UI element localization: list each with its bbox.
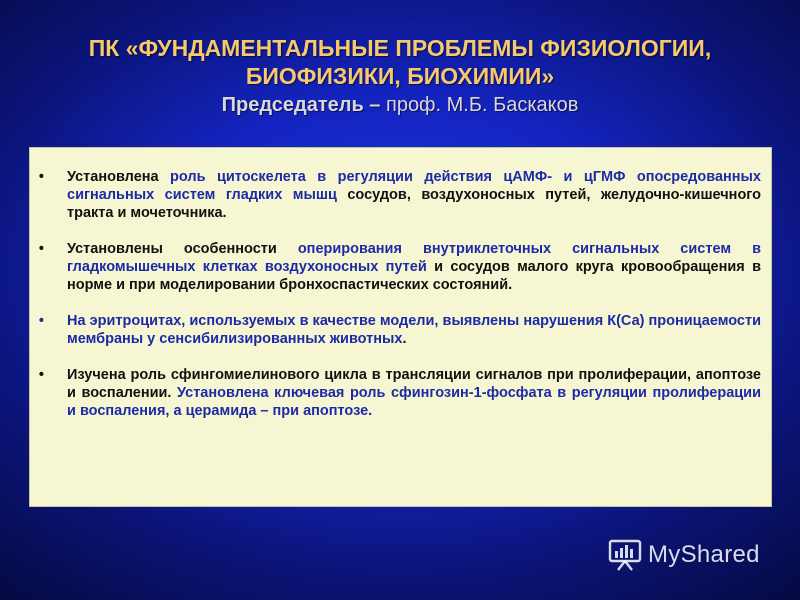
body-text: . xyxy=(402,331,407,347)
title-line-1: ПК «ФУНДАМЕНТАЛЬНЫЕ ПРОБЛЕМЫ ФИЗИОЛОГИИ, xyxy=(88,35,712,61)
body-text: и сосудов малого круга кровообращения в норме и при моделировании бронхоспастических состояний. xyxy=(67,259,761,293)
presentation-board-icon xyxy=(608,538,642,572)
bullet-marker: • xyxy=(38,241,44,257)
body-text: Изучена роль сфингомиелинового цикла в трансляции сигналов при пролиферации, апоптозе и воспалении. xyxy=(67,367,761,401)
bullet-marker: • xyxy=(38,313,44,329)
highlighted-text: Установлена ключевая роль сфингозин-1-фосфата в регуляции пролиферации и воспаления, а церамида – при апоптозе. xyxy=(67,385,761,419)
watermark-text: MyShared xyxy=(648,541,760,568)
content-box xyxy=(29,147,772,507)
body-text: Установлена xyxy=(67,169,171,185)
bullet-list xyxy=(30,148,771,420)
title-line-2: БИОФИЗИКИ, БИОХИМИИ» xyxy=(245,63,555,89)
chair-line xyxy=(40,92,760,118)
watermark xyxy=(608,537,760,573)
highlighted-text: На эритроцитах, используемых в качестве модели, выявлены нарушения К(Са) проницаемости мембраны у сенсибилизированных животных xyxy=(67,313,761,347)
bullet-marker: • xyxy=(38,169,44,185)
chair-label: Председатель – xyxy=(221,94,386,116)
body-text: Установлены особенности xyxy=(67,241,298,257)
bullet-marker: • xyxy=(38,367,44,383)
body-text: сосудов, воздухоносных путей, желудочно-кишечного тракта и мочеточника. xyxy=(67,187,762,221)
bullet-item xyxy=(38,312,761,348)
highlighted-text: оперирования внутриклеточных сигнальных систем в гладкомышечных клетках воздухоносных путей xyxy=(67,241,761,275)
title-block xyxy=(40,34,760,118)
bullet-item xyxy=(38,240,761,294)
highlighted-text: роль цитоскелета в регуляции действия цАМФ- и цГМФ опосредованных сигнальных систем гладких мышц xyxy=(67,169,761,203)
bullet-item xyxy=(38,366,761,420)
chair-name: проф. М.Б. Баскаков xyxy=(385,94,579,116)
bullet-item xyxy=(38,168,762,222)
